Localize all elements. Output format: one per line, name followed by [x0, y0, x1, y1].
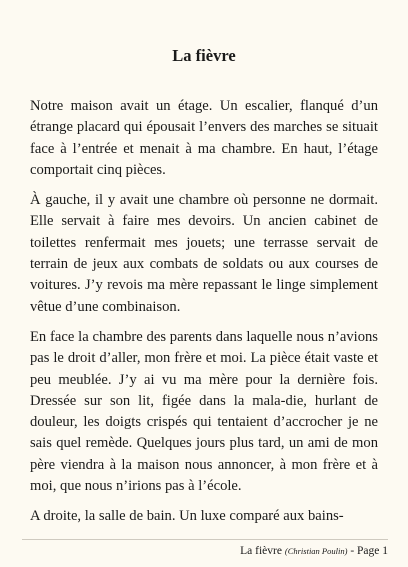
footer-title: La fièvre: [240, 545, 282, 557]
paragraph-4: A droite, la salle de bain. Un luxe comparé aux bains-: [30, 508, 344, 525]
paragraph-1: Notre maison avait un étage. Un escalier, flanqué d’un étrange placard qui épousait l’envers des marches se situait face à l’entrée et menait à ma chambre. En haut, l’étage comportait cinq pièces.: [30, 98, 378, 178]
footer-page-number: - Page 1: [350, 545, 388, 557]
footer-author: (Christian Poulin): [284, 546, 348, 556]
document-body: [30, 96, 378, 537]
document-title: La fièvre: [172, 46, 236, 65]
paragraph-3: En face la chambre des parents dans laquelle nous n’avions pas le droit d’aller, mon frère et moi. La pièce était vaste et peu meublée. J’y ai vu ma mère pour la dernière fois. Dressée sur son lit, figée dans la mala-die, hurlant de douleur, les doigts crispés qui tentaient d’accrocher je ne sais quel remède. Quelques jours plus tard, un ami de mon père viendra à la maison nous annoncer, à mon frère et à moi, que nous n’irions pas à l’école.: [30, 328, 378, 495]
paragraph-2: À gauche, il y avait une chambre où personne ne dormait. Elle servait à faire mes devoirs. Un ancien cabinet de toilettes renfermait mes jouets; une terrasse servait de terrain de jeux aux combats de soldats ou aux courses de voitures. J’y revois ma mère repassant le linge simplement vêtue d’une combinaison.: [30, 192, 378, 315]
footer-divider: [22, 539, 388, 540]
page-footer: [240, 544, 388, 558]
